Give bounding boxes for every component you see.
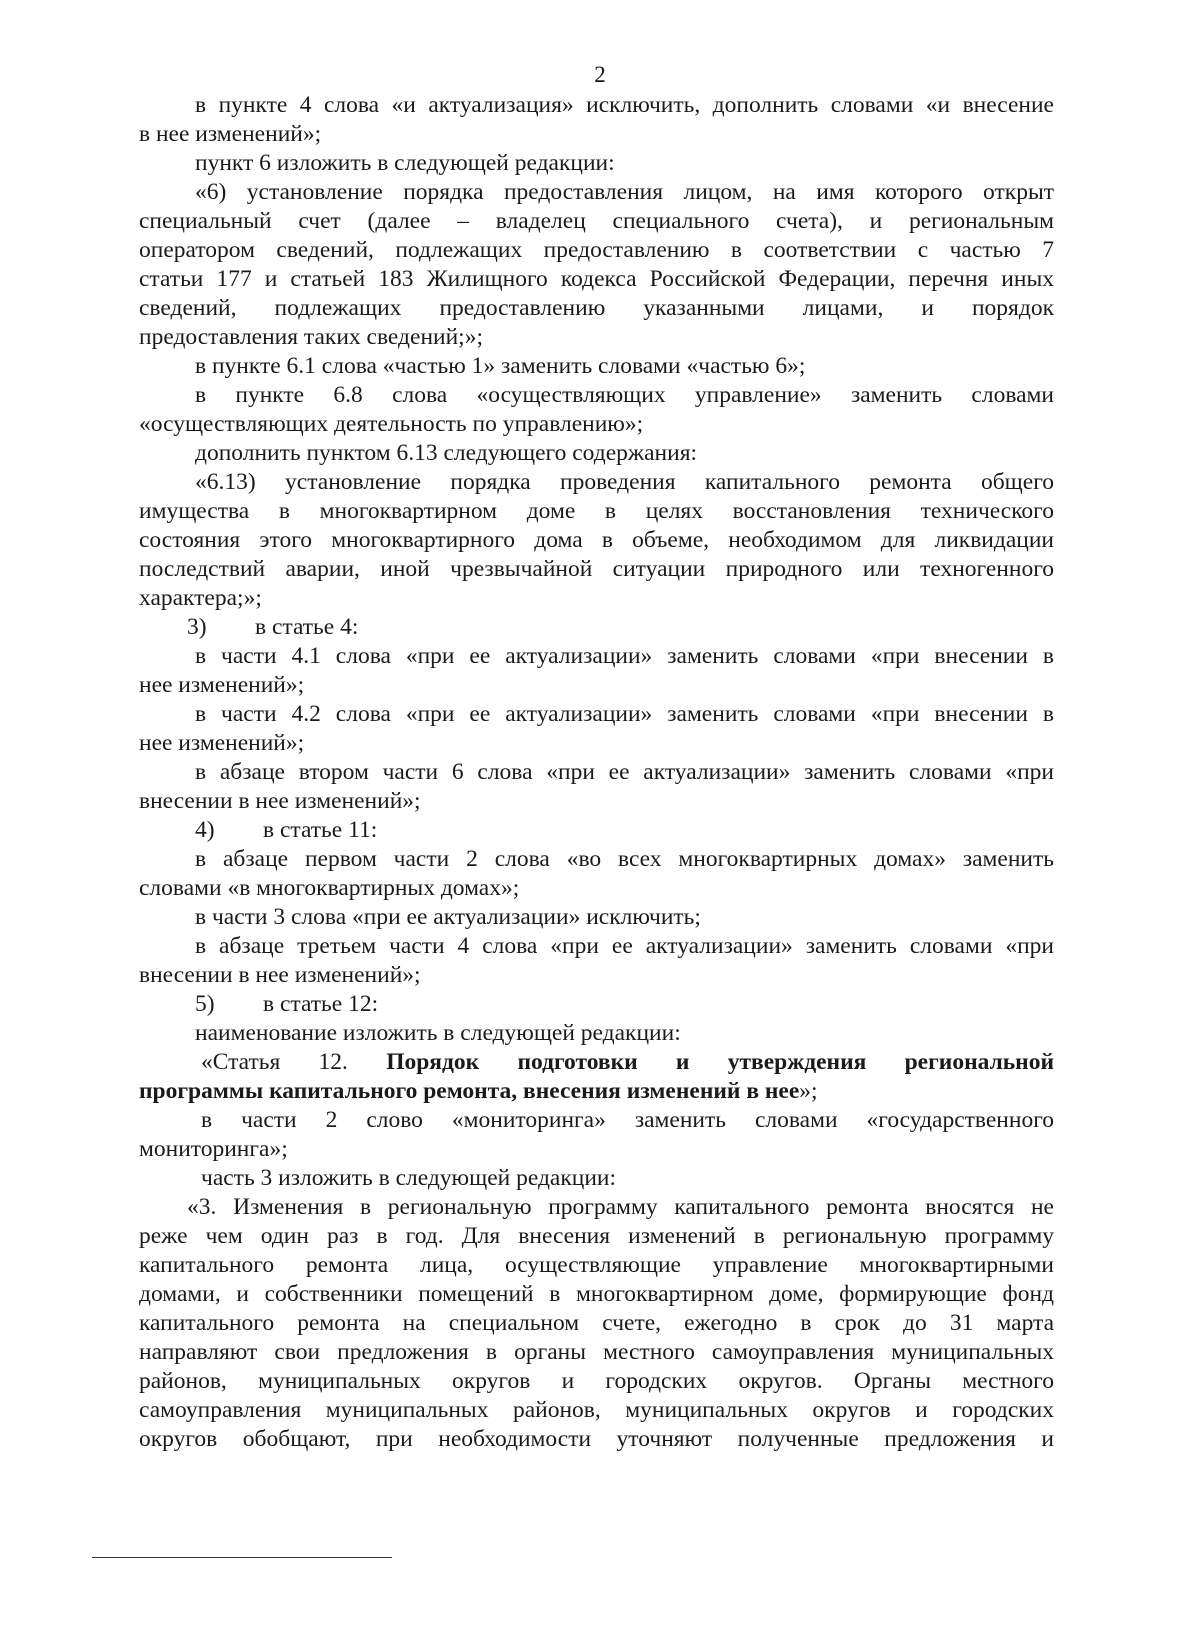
article-number: «Статья 12. — [201, 1049, 348, 1075]
article-heading-line — [139, 1048, 1054, 1077]
text-line: округов обобщают, при необходимости уточняют полученные предложения и — [139, 1426, 1054, 1452]
article-title: Порядок подготовки и утверждения региональной — [386, 1049, 1055, 1075]
text-line: внесении в нее изменений»; — [139, 788, 421, 814]
document-body — [139, 91, 1054, 1454]
text-line: в абзаце первом части 2 слова «во всех многоквартирных домах» заменить — [195, 846, 1054, 872]
text-line: «3. Изменения в региональную программу капитального ремонта вносятся не — [187, 1194, 1054, 1220]
text-line: мониторинга»; — [139, 1136, 288, 1162]
text-line: последствий аварии, иной чрезвычайной ситуации природного или техногенного — [139, 556, 1054, 582]
text-line: районов, муниципальных округов и городских округов. Органы местного — [139, 1368, 1054, 1394]
text-line: в части 2 слово «мониторинга» заменить словами «государственного — [201, 1107, 1054, 1133]
text-line: «осуществляющих деятельность по управлению»; — [139, 411, 644, 437]
text-line: реже чем один раз в год. Для внесения изменений в региональную программу — [139, 1223, 1054, 1249]
text-line: капитального ремонта лица, осуществляющие управление многоквартирными — [139, 1252, 1054, 1278]
text-line: в пункте 4 слова «и актуализация» исключить, дополнить словами «и внесение — [195, 92, 1054, 118]
item-number: 3) — [187, 614, 207, 640]
text-line: внесении в нее изменений»; — [139, 962, 421, 988]
text-line: дополнить пунктом 6.13 следующего содержания: — [195, 440, 698, 466]
quote-close: »; — [799, 1078, 818, 1104]
text-line: «6.13) установление порядка проведения капитального ремонта общего — [195, 469, 1054, 495]
text-line: статьи 177 и статьей 183 Жилищного кодекса Российской Федерации, перечня иных — [139, 266, 1054, 292]
text-line: часть 3 изложить в следующей редакции: — [201, 1165, 617, 1191]
text-line: направляют свои предложения в органы местного самоуправления муниципальных — [139, 1339, 1054, 1365]
text-line: нее изменений»; — [139, 672, 305, 698]
text-line: в пункте 6.8 слова «осуществляющих управление» заменить словами — [195, 382, 1054, 408]
list-item — [139, 816, 1054, 845]
text-line: пункт 6 изложить в следующей редакции: — [195, 150, 615, 176]
text-line: в части 4.2 слова «при ее актуализации» заменить словами «при внесении в — [195, 701, 1054, 727]
text-line: «6) установление порядка предоставления лицом, на имя которого открыт — [195, 179, 1054, 205]
text-line: специальный счет (далее – владелец специального счета), и региональным — [139, 208, 1054, 234]
text-line: сведений, подлежащих предоставлению указанными лицами, и порядок — [139, 295, 1054, 321]
article-title-cont: программы капитального ремонта, внесения изменений в нее — [139, 1078, 800, 1104]
text-line: домами, и собственники помещений в многоквартирном доме, формирующие фонд — [139, 1281, 1054, 1307]
text-line: в абзаце третьем части 4 слова «при ее актуализации» заменить словами «при — [195, 933, 1054, 959]
text-line: в пункте 6.1 слова «частью 1» заменить словами «частью 6»; — [195, 353, 806, 379]
text-line: в части 3 слова «при ее актуализации» исключить; — [195, 904, 701, 930]
text-line: капитального ремонта на специальном счете, ежегодно в срок до 31 марта — [139, 1310, 1054, 1336]
text-line: состояния этого многоквартирного дома в объеме, необходимом для ликвидации — [139, 527, 1054, 553]
text-line: в абзаце втором части 6 слова «при ее актуализации» заменить словами «при — [195, 759, 1054, 785]
text-line: оператором сведений, подлежащих предоставлению в соответствии с частью 7 — [139, 237, 1054, 263]
page-number: 2 — [594, 62, 606, 87]
text-line: самоуправления муниципальных районов, муниципальных округов и городских — [139, 1397, 1054, 1423]
list-item — [139, 990, 1054, 1019]
text-line: в части 4.1 слова «при ее актуализации» заменить словами «при внесении в — [195, 643, 1054, 669]
item-number: 4) — [195, 817, 215, 843]
list-item — [139, 613, 1054, 642]
text-line: имущества в многоквартирном доме в целях восстановления технического — [139, 498, 1054, 524]
text-line: предоставления таких сведений;»; — [139, 324, 483, 350]
text-line: словами «в многоквартирных домах»; — [139, 875, 520, 901]
text-line: нее изменений»; — [139, 730, 305, 756]
item-text: в статье 12: — [263, 991, 379, 1017]
article-heading-line — [139, 1077, 1054, 1106]
footnote-separator — [92, 1557, 392, 1558]
item-text: в статье 11: — [263, 817, 378, 843]
item-text: в статье 4: — [255, 614, 359, 640]
text-line: наименование изложить в следующей редакции: — [195, 1020, 681, 1046]
text-line: в нее изменений»; — [139, 121, 322, 147]
item-number: 5) — [195, 991, 215, 1017]
text-line: характера;»; — [139, 585, 262, 611]
